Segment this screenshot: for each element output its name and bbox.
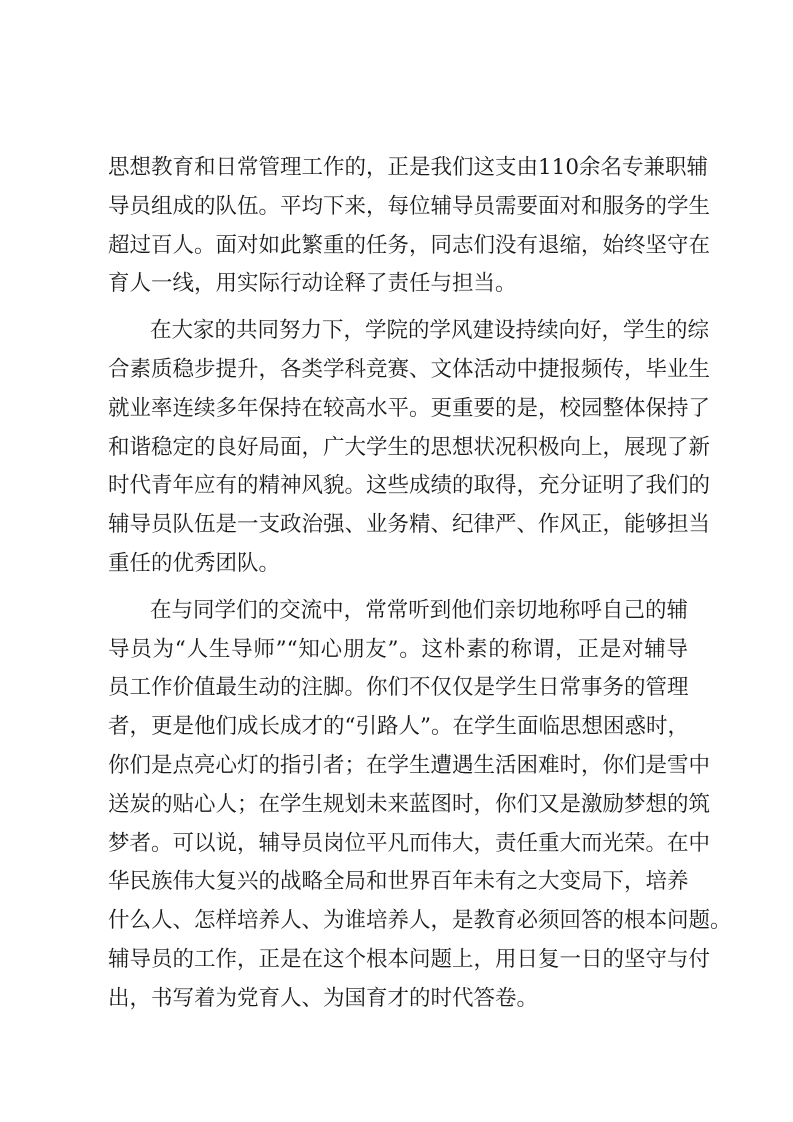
text-line: 员工作价值最生动的注脚。你们不仅仅是学生日常事务的管理: [108, 675, 689, 701]
text-line: 辅导员队伍是一支政治强、业务精、纪律严、作风正，能够担当: [108, 512, 711, 538]
text-line: 导员组成的队伍。平均下来，每位辅导员需要面对和服务的学生: [108, 193, 711, 219]
text-line: 出，书写着为党育人、为国育才的时代答卷。: [108, 985, 539, 1011]
text-line: 时代青年应有的精神风貌。这些成绩的取得，充分证明了我们的: [108, 473, 711, 499]
text-line: 什么人、怎样培养人、为谁培养人，是教育必须回答的根本问题。: [108, 908, 732, 934]
paragraph-gap: [108, 304, 688, 312]
text-line: 送炭的贴心人；在学生规划未来蓝图时，你们又是激励梦想的筑: [108, 791, 711, 817]
text-line: 合素质稳步提升，各类学科竞赛、文体活动中捷报频传，毕业生: [108, 356, 711, 382]
text-line: 你们是点亮心灯的指引者；在学生遭遇生活困难时，你们是雪中: [108, 752, 711, 778]
text-line: 导员为“人生导师”“知心朋友”。这朴素的称谓，正是对辅导: [108, 636, 688, 662]
text-line: 华民族伟大复兴的战略全局和世界百年未有之大变局下，培养: [108, 869, 689, 895]
text-line: 在大家的共同努力下，学院的学风建设持续向好，学生的综: [150, 318, 710, 344]
text-line: 育人一线，用实际行动诠释了责任与担当。: [108, 271, 517, 297]
paragraph-2: [108, 312, 711, 584]
text-line: 辅导员的工作，正是在这个根本问题上，用日复一日的坚守与付: [108, 946, 711, 972]
text-line: 在与同学们的交流中，常常听到他们亲切地称呼自己的辅: [150, 597, 688, 623]
paragraph-1: [108, 149, 711, 304]
text-line: 者，更是他们成长成才的“引路人”。在学生面临思想困惑时，: [108, 714, 689, 740]
paragraph-gap: [108, 584, 688, 592]
text-line: 和谐稳定的良好局面，广大学生的思想状况积极向上，展现了新: [108, 434, 711, 460]
paragraph-3: [108, 592, 732, 1019]
text-line: 重任的优秀团队。: [108, 550, 281, 576]
text-line: 梦者。可以说，辅导员岗位平凡而伟大，责任重大而光荣。在中: [108, 830, 711, 856]
text-line: 思想教育和日常管理工作的，正是我们这支由110余名专兼职辅: [108, 155, 709, 180]
document-body: [108, 149, 732, 1019]
text-line: 超过百人。面对如此繁重的任务，同志们没有退缩，始终坚守在: [108, 232, 711, 258]
text-line: 就业率连续多年保持在较高水平。更重要的是，校园整体保持了: [108, 395, 711, 421]
